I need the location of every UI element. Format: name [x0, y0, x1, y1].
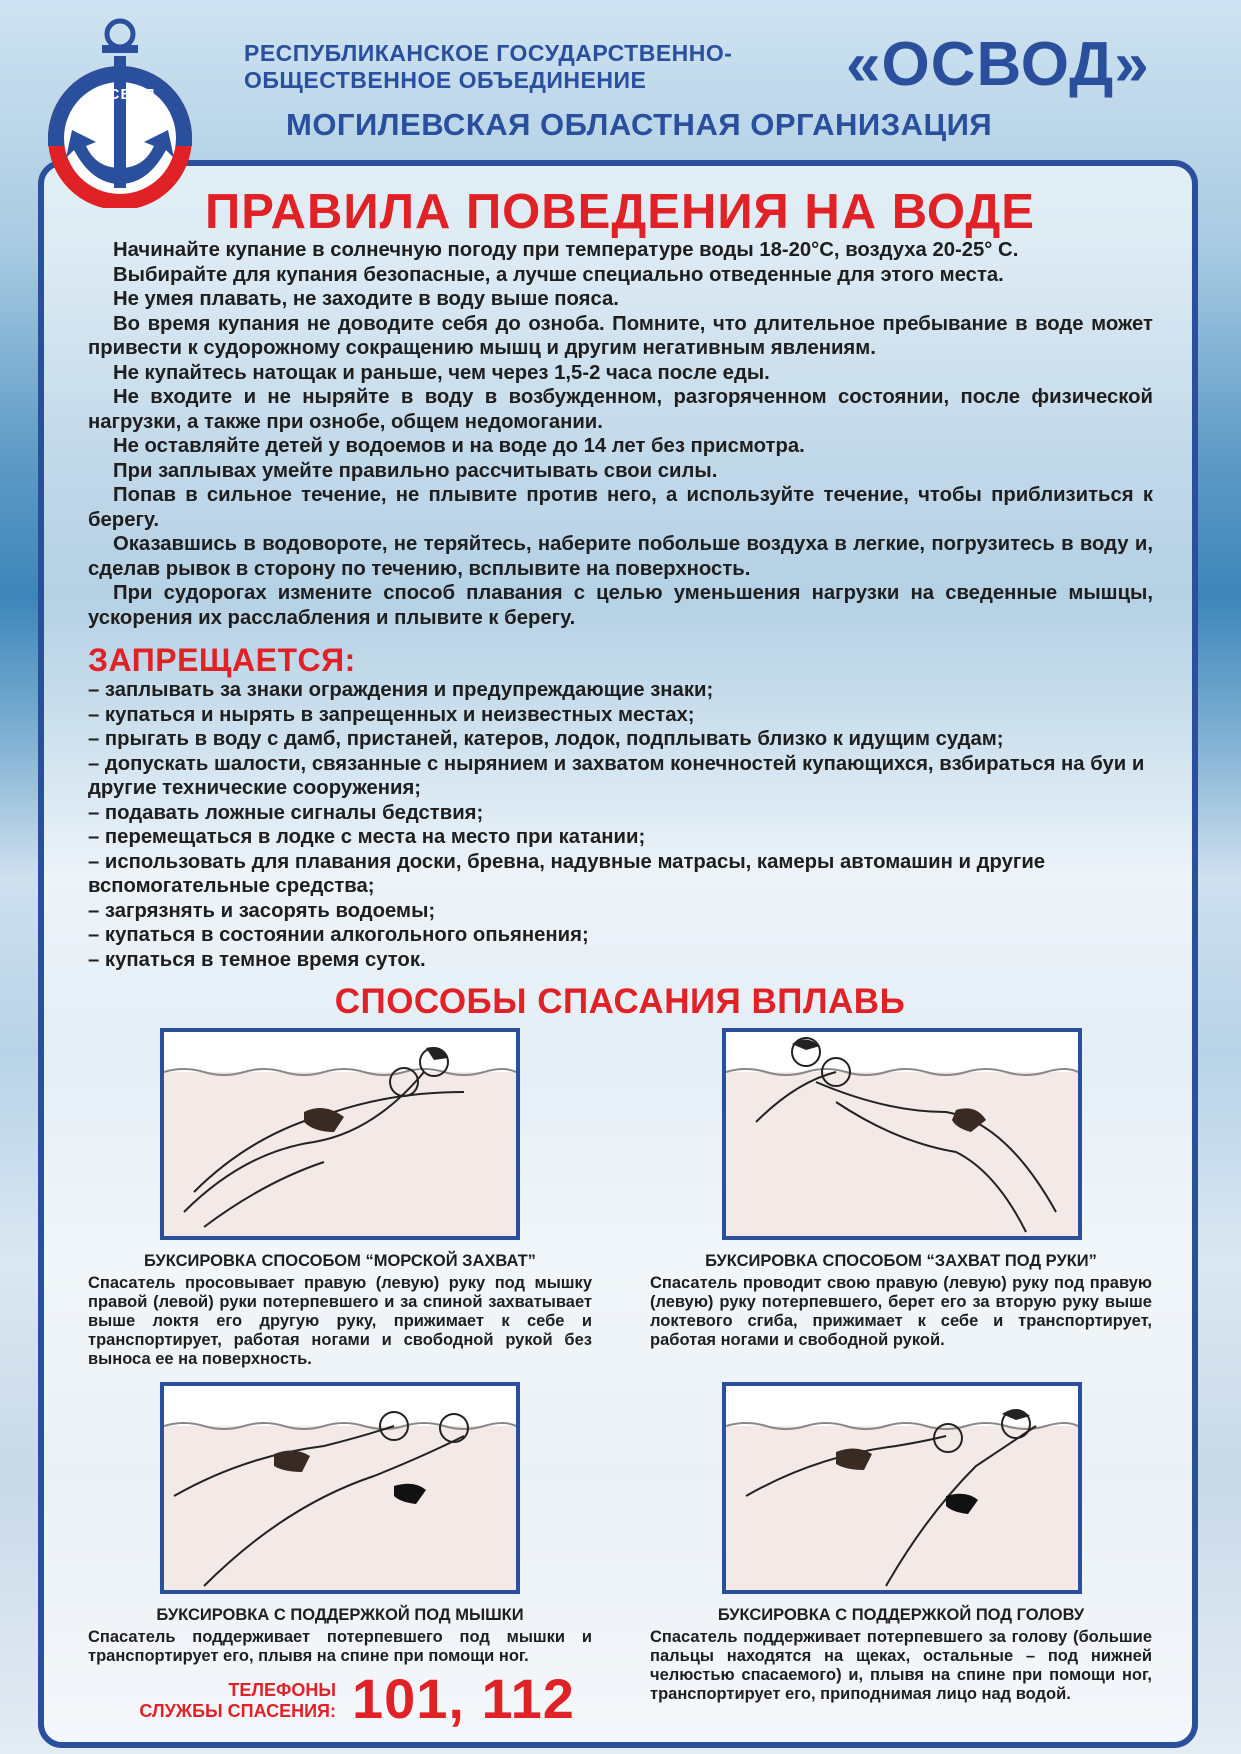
rule-item: Оказавшись в водовороте, не теряйтесь, наберите побольше воздуха в легкие, погрузитесь в воду и, сделав рывок в сторону по течению, всплывите на поверхность.: [88, 533, 1153, 580]
phones-label-line-2: СЛУЖБЫ СПАСЕНИЯ:: [139, 1701, 336, 1721]
forbidden-item: – купаться в темное время суток.: [88, 948, 426, 971]
illustration-underarm-grip: [722, 1028, 1082, 1240]
rule-item: Не входите и не ныряйте в воду в возбужденном, разгоряченном состоянии, после физической нагрузки, а также при ознобе, общем недомогании.: [88, 386, 1153, 433]
rule-item: Начинайте купание в солнечную погоду при температуре воды 18-20°С, воздуха 20-25° С.: [113, 239, 1019, 261]
illustration-head-support: [722, 1382, 1082, 1594]
forbidden-item: – заплывать за знаки ограждения и предупреждающие знаки;: [88, 679, 714, 701]
forbidden-item: – купаться в состоянии алкогольного опьянения;: [88, 924, 589, 946]
rule-item: Не умея плавать, не заходите в воду выше пояса.: [113, 288, 619, 310]
method-title: БУКСИРОВКА СПОСОБОМ “ЗАХВАТ ПОД РУКИ”: [705, 1252, 1097, 1270]
forbidden-item: – прыгать в воду с дамб, пристаней, катеров, лодок, подплывать близко к идущим судам;: [88, 728, 1004, 750]
illustration-armpit-support: [160, 1382, 520, 1594]
method-text: Спасатель поддерживает потерпевшего под мышки и транспортирует его, плывя на спине при помощи ног.: [88, 1628, 592, 1665]
method-text: Спасатель проводит свою правую (левую) руку под правую (левую) руку потерпевшего, берет его за вторую руку выше локтевого сгиба, прижимает к себе и транспортирует, работая ногами и свободной рукой.: [650, 1274, 1152, 1349]
rescue-title: СПОСОБЫ СПАСАНИЯ ВПЛАВЬ: [334, 982, 906, 1021]
rule-item: Выбирайте для купания безопасные, а лучше специально отведенные для этого места.: [113, 263, 1004, 286]
forbidden-item: – загрязнять и засорять водоемы;: [88, 899, 436, 922]
method-title: БУКСИРОВКА СПОСОБОМ “МОРСКОЙ ЗАХВАТ”: [144, 1252, 536, 1270]
method-title: БУКСИРОВКА С ПОДДЕРЖКОЙ ПОД ГОЛОВУ: [717, 1606, 1085, 1624]
rules-list: [88, 238, 1153, 630]
method-title: БУКСИРОВКА С ПОДДЕРЖКОЙ ПОД МЫШКИ: [156, 1606, 524, 1624]
rule-item: При судорогах измените способ плавания с целью уменьшения нагрузки на сведенные мышцы, ускорения их расслабления и плывите к берегу.: [88, 582, 1153, 629]
logo-text: ОСВОД: [96, 86, 157, 103]
swimmers-illustration-icon: [164, 1386, 516, 1590]
phones-label: [100, 1680, 336, 1722]
anchor-logo-icon: [44, 8, 194, 208]
forbidden-item: – купаться и нырять в запрещенных и неизвестных местах;: [88, 703, 695, 726]
swimmers-illustration-icon: [726, 1032, 1078, 1236]
forbidden-list: [88, 678, 1153, 972]
phone-numbers: 101, 112: [352, 1667, 575, 1730]
page-title: ПРАВИЛА ПОВЕДЕНИЯ НА ВОДЕ: [204, 185, 1035, 239]
illustration-sea-grip: [160, 1028, 520, 1240]
osvod-logo: [44, 8, 194, 208]
header-line-1: РЕСПУБЛИКАНСКОЕ ГОСУДАРСТВЕННО-: [244, 40, 733, 66]
forbidden-item: – подавать ложные сигналы бедствия;: [88, 801, 484, 824]
swimmers-illustration-icon: [726, 1386, 1078, 1590]
rule-item: Не оставляйте детей у водоемов и на воде до 14 лет без присмотра.: [113, 435, 805, 457]
rule-item: Попав в сильное течение, не плывите против него, а используйте течение, чтобы приблизиться к берегу.: [88, 484, 1153, 531]
forbidden-item: – допускать шалости, связанные с нырянием и захватом конечностей купающихся, взбираться на буи и другие технические сооружения;: [88, 752, 1145, 799]
forbidden-item: – перемещаться в лодке с места на место при катании;: [88, 826, 646, 848]
header-line-2: ОБЩЕСТВЕННОЕ ОБЪЕДИНЕНИЕ: [244, 67, 647, 93]
rule-item: При заплывах умейте правильно рассчитывать свои силы.: [113, 459, 718, 482]
header-brand: «ОСВОД»: [846, 30, 1150, 99]
header-region: МОГИЛЕВСКАЯ ОБЛАСТНАЯ ОРГАНИЗАЦИЯ: [286, 107, 993, 142]
rule-item: Во время купания не доводите себя до озноба. Помните, что длительное пребывание в воде может привести к судорожному сокращению мышц и другим негативным явлениям.: [88, 312, 1153, 359]
header-organization: [244, 40, 732, 94]
method-text: Спасатель поддерживает потерпевшего за голову (большие пальцы находятся на щеках, остальные – под нижней челюстью спасаемого) и, плывя на спине при помощи ног, транспортирует его, приподнимая лицо над водой.: [650, 1628, 1152, 1703]
phones-label-line-1: ТЕЛЕФОНЫ: [228, 1680, 336, 1700]
forbidden-title: ЗАПРЕЩАЕТСЯ:: [88, 642, 356, 678]
rule-item: Не купайтесь натощак и раньше, чем через 1,5-2 часа после еды.: [113, 361, 770, 384]
swimmers-illustration-icon: [164, 1032, 516, 1236]
method-text: Спасатель просовывает правую (левую) руку под мышку правой (левой) руки потерпевшего и за спиной захватывает выше локтя его другую руку, прижимает к себе и транспортирует, работая ногами и свободной рукой без выноса ее на поверхность.: [88, 1274, 592, 1368]
forbidden-item: – использовать для плавания доски, бревна, надувные матрасы, камеры автомашин и другие вспомогательные средства;: [88, 850, 1046, 897]
